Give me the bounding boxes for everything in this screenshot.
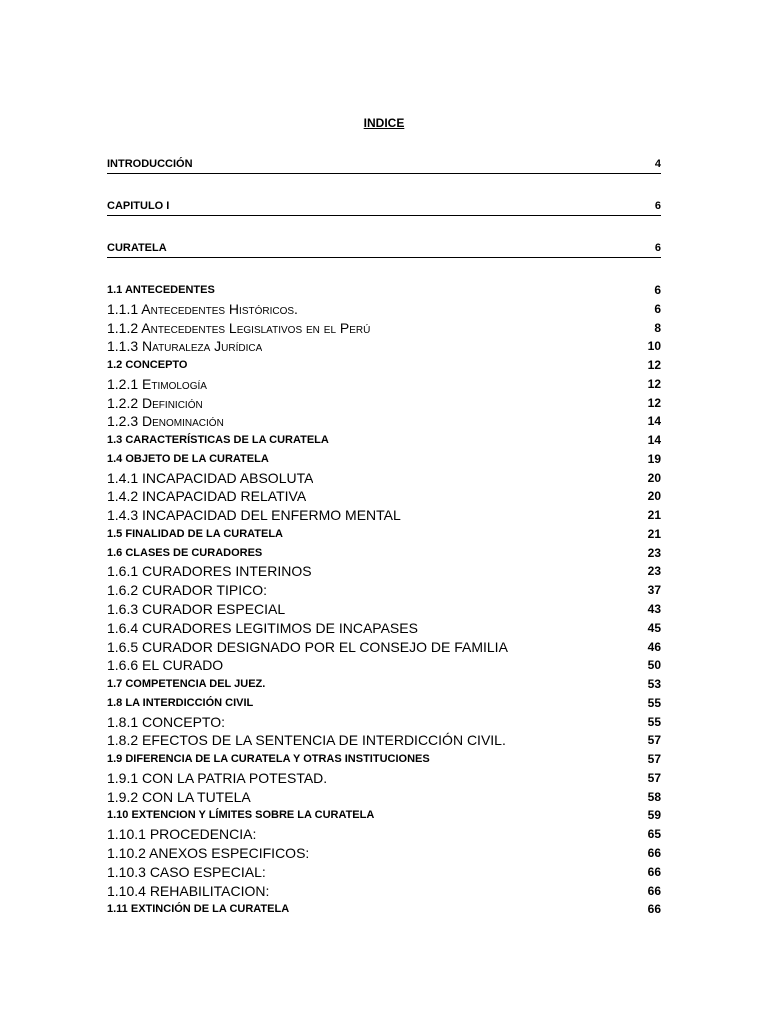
toc-entry-label: 1.4.2 INCAPACIDAD RELATIVA bbox=[107, 488, 307, 505]
toc-page-number: 66 bbox=[647, 864, 661, 879]
toc-entry-label: 1.6 CLASES DE CURADORES bbox=[107, 546, 263, 559]
toc-section-label: CURATELA bbox=[107, 242, 167, 254]
toc-page-number: 6 bbox=[654, 301, 661, 316]
table-of-contents bbox=[107, 155, 661, 919]
toc-entry-label: 1.6.5 CURADOR DESIGNADO POR EL CONSEJO DE FAMILIA bbox=[107, 638, 508, 655]
toc-entry-label: 1.9 DIFERENCIA DE LA CURATELA Y OTRAS INSTITUCIONES bbox=[107, 753, 430, 766]
toc-page-number: 66 bbox=[647, 845, 661, 860]
entry-list bbox=[107, 281, 661, 919]
toc-section-label: INTRODUCCIÓN bbox=[107, 158, 193, 170]
toc-entry-label: 1.6.3 CURADOR ESPECIAL bbox=[107, 601, 286, 618]
toc-heading-row[interactable] bbox=[107, 750, 661, 769]
toc-entry-label: 1.5 FINALIDAD DE LA CURATELA bbox=[107, 527, 283, 540]
toc-entry-row[interactable] bbox=[107, 487, 661, 506]
toc-heading-row[interactable] bbox=[107, 900, 661, 919]
toc-entry-row[interactable] bbox=[107, 394, 661, 413]
toc-page-number: 50 bbox=[647, 658, 661, 673]
toc-entry-row[interactable] bbox=[107, 713, 661, 732]
toc-page-number: 45 bbox=[647, 620, 661, 635]
toc-entry-label: 1.8.2 EFECTOS DE LA SENTENCIA DE INTERDICCIÓN CIVIL. bbox=[107, 732, 506, 749]
toc-page-number: 12 bbox=[647, 376, 661, 391]
toc-heading-row[interactable] bbox=[107, 525, 661, 544]
toc-entry-row[interactable] bbox=[107, 581, 661, 600]
toc-entry-label: 1.4 OBJETO DE LA CURATELA bbox=[107, 452, 269, 465]
toc-entry-row[interactable] bbox=[107, 656, 661, 675]
toc-page-number: 23 bbox=[647, 564, 661, 579]
toc-entry-label: 1.10 EXTENCION Y LÍMITES SOBRE LA CURATELA bbox=[107, 809, 375, 822]
toc-entry-label: 1.3 CARACTERÍSTICAS DE LA CURATELA bbox=[107, 434, 329, 447]
toc-section-row[interactable] bbox=[107, 197, 661, 216]
toc-page-number: 65 bbox=[647, 827, 661, 842]
toc-page-number: 8 bbox=[654, 320, 661, 335]
toc-section-row[interactable] bbox=[107, 155, 661, 174]
toc-entry-row[interactable] bbox=[107, 562, 661, 581]
toc-entry-row[interactable] bbox=[107, 863, 661, 882]
toc-entry-row[interactable] bbox=[107, 319, 661, 338]
toc-entry-label: 1.1 ANTECEDENTES bbox=[107, 284, 215, 296]
toc-entry-label: 1.8 LA INTERDICCIÓN CIVIL bbox=[107, 696, 254, 709]
toc-heading-row[interactable] bbox=[107, 806, 661, 825]
toc-entry-label: 1.7 COMPETENCIA DEL JUEZ. bbox=[107, 678, 266, 691]
toc-page-number: 58 bbox=[647, 789, 661, 804]
toc-page-number: 14 bbox=[647, 414, 661, 429]
toc-heading-row[interactable] bbox=[107, 544, 661, 563]
toc-page-number: 57 bbox=[647, 733, 661, 748]
toc-entry-label: 1.10.3 CASO ESPECIAL: bbox=[107, 863, 266, 880]
toc-heading-row[interactable] bbox=[107, 675, 661, 694]
toc-entry-row[interactable] bbox=[107, 844, 661, 863]
toc-entry-label: 1.4.3 INCAPACIDAD DEL ENFERMO MENTAL bbox=[107, 507, 401, 524]
toc-entry-row[interactable] bbox=[107, 300, 661, 319]
toc-page-number: 6 bbox=[654, 283, 661, 297]
toc-page-number: 37 bbox=[647, 583, 661, 598]
toc-page-number: 23 bbox=[647, 545, 661, 560]
toc-entry-label: 1.4.1 INCAPACIDAD ABSOLUTA bbox=[107, 469, 314, 486]
toc-page-number: 6 bbox=[654, 200, 661, 212]
toc-entry-label: 1.1.3 Naturaleza Jurídica bbox=[107, 338, 263, 355]
toc-page-number: 12 bbox=[647, 395, 661, 410]
toc-entry-label: 1.9.1 CON LA PATRIA POTESTAD. bbox=[107, 769, 328, 786]
toc-heading-row[interactable] bbox=[107, 431, 661, 450]
toc-heading-row[interactable] bbox=[107, 450, 661, 469]
toc-heading-row[interactable] bbox=[107, 694, 661, 713]
toc-entry-label: 1.11 EXTINCIÓN DE LA CURATELA bbox=[107, 903, 290, 916]
toc-entry-row[interactable] bbox=[107, 731, 661, 750]
toc-page-number: 66 bbox=[647, 883, 661, 898]
toc-entry-row[interactable] bbox=[107, 506, 661, 525]
page-title: INDICE bbox=[363, 116, 405, 130]
toc-entry-label: 1.1.2 Antecedentes Legislativos en el Perú bbox=[107, 319, 371, 336]
toc-page-number: 55 bbox=[647, 695, 661, 710]
toc-page-number: 21 bbox=[647, 508, 661, 523]
toc-entry-label: 1.6.4 CURADORES LEGITIMOS DE INCAPASES bbox=[107, 619, 418, 636]
toc-entry-label: 1.2 CONCEPTO bbox=[107, 359, 188, 372]
toc-entry-label: 1.10.4 REHABILITACION: bbox=[107, 882, 270, 899]
toc-entry-row[interactable] bbox=[107, 619, 661, 638]
toc-entry-row[interactable] bbox=[107, 769, 661, 788]
toc-page-number: 20 bbox=[647, 470, 661, 485]
toc-page-number: 59 bbox=[647, 808, 661, 823]
toc-entry-label: 1.1.1 Antecedentes Históricos. bbox=[107, 300, 298, 317]
toc-heading-row[interactable] bbox=[107, 356, 661, 375]
toc-page-number: 14 bbox=[647, 433, 661, 448]
toc-entry-row[interactable] bbox=[107, 788, 661, 807]
toc-entry-label: 1.6.1 CURADORES INTERINOS bbox=[107, 563, 312, 580]
toc-entry-label: 1.10.1 PROCEDENCIA: bbox=[107, 826, 257, 843]
toc-page-number: 19 bbox=[647, 451, 661, 466]
toc-entry-row[interactable] bbox=[107, 469, 661, 488]
toc-entry-row[interactable] bbox=[107, 337, 661, 356]
toc-entry-label: 1.9.2 CON LA TUTELA bbox=[107, 788, 251, 805]
toc-entry-label: 1.8.1 CONCEPTO: bbox=[107, 713, 226, 730]
toc-page-number: 20 bbox=[647, 489, 661, 504]
toc-page-number: 21 bbox=[647, 526, 661, 541]
toc-page-number: 66 bbox=[647, 902, 661, 917]
toc-page-number: 46 bbox=[647, 639, 661, 654]
toc-entry-label: 1.2.3 Denominación bbox=[107, 413, 224, 430]
toc-entry-label: 1.6.6 EL CURADO bbox=[107, 657, 224, 674]
section-list bbox=[107, 155, 661, 258]
toc-entry-row[interactable] bbox=[107, 882, 661, 901]
toc-page-number: 53 bbox=[647, 677, 661, 692]
toc-entry-row[interactable] bbox=[107, 375, 661, 394]
toc-entry-row[interactable] bbox=[107, 412, 661, 431]
toc-page-number: 6 bbox=[654, 242, 661, 254]
toc-page-number: 10 bbox=[647, 339, 661, 354]
toc-heading-row[interactable] bbox=[107, 281, 661, 300]
toc-entry-row[interactable] bbox=[107, 600, 661, 619]
toc-page-number: 12 bbox=[647, 358, 661, 373]
toc-page-number: 57 bbox=[647, 770, 661, 785]
toc-section-row[interactable] bbox=[107, 239, 661, 258]
toc-entry-label: 1.10.2 ANEXOS ESPECIFICOS: bbox=[107, 844, 310, 861]
toc-entry-row[interactable] bbox=[107, 825, 661, 844]
toc-page-number: 57 bbox=[647, 752, 661, 767]
spacer bbox=[107, 258, 661, 281]
toc-entry-label: 1.6.2 CURADOR TIPICO: bbox=[107, 582, 268, 599]
toc-section-label: CAPITULO I bbox=[107, 200, 170, 212]
toc-entry-row[interactable] bbox=[107, 638, 661, 657]
toc-page-number: 43 bbox=[647, 602, 661, 617]
toc-entry-label: 1.2.2 Definición bbox=[107, 394, 203, 411]
toc-entry-label: 1.2.1 Etimología bbox=[107, 375, 207, 392]
toc-page-number: 4 bbox=[654, 158, 661, 170]
toc-page-number: 55 bbox=[647, 714, 661, 729]
